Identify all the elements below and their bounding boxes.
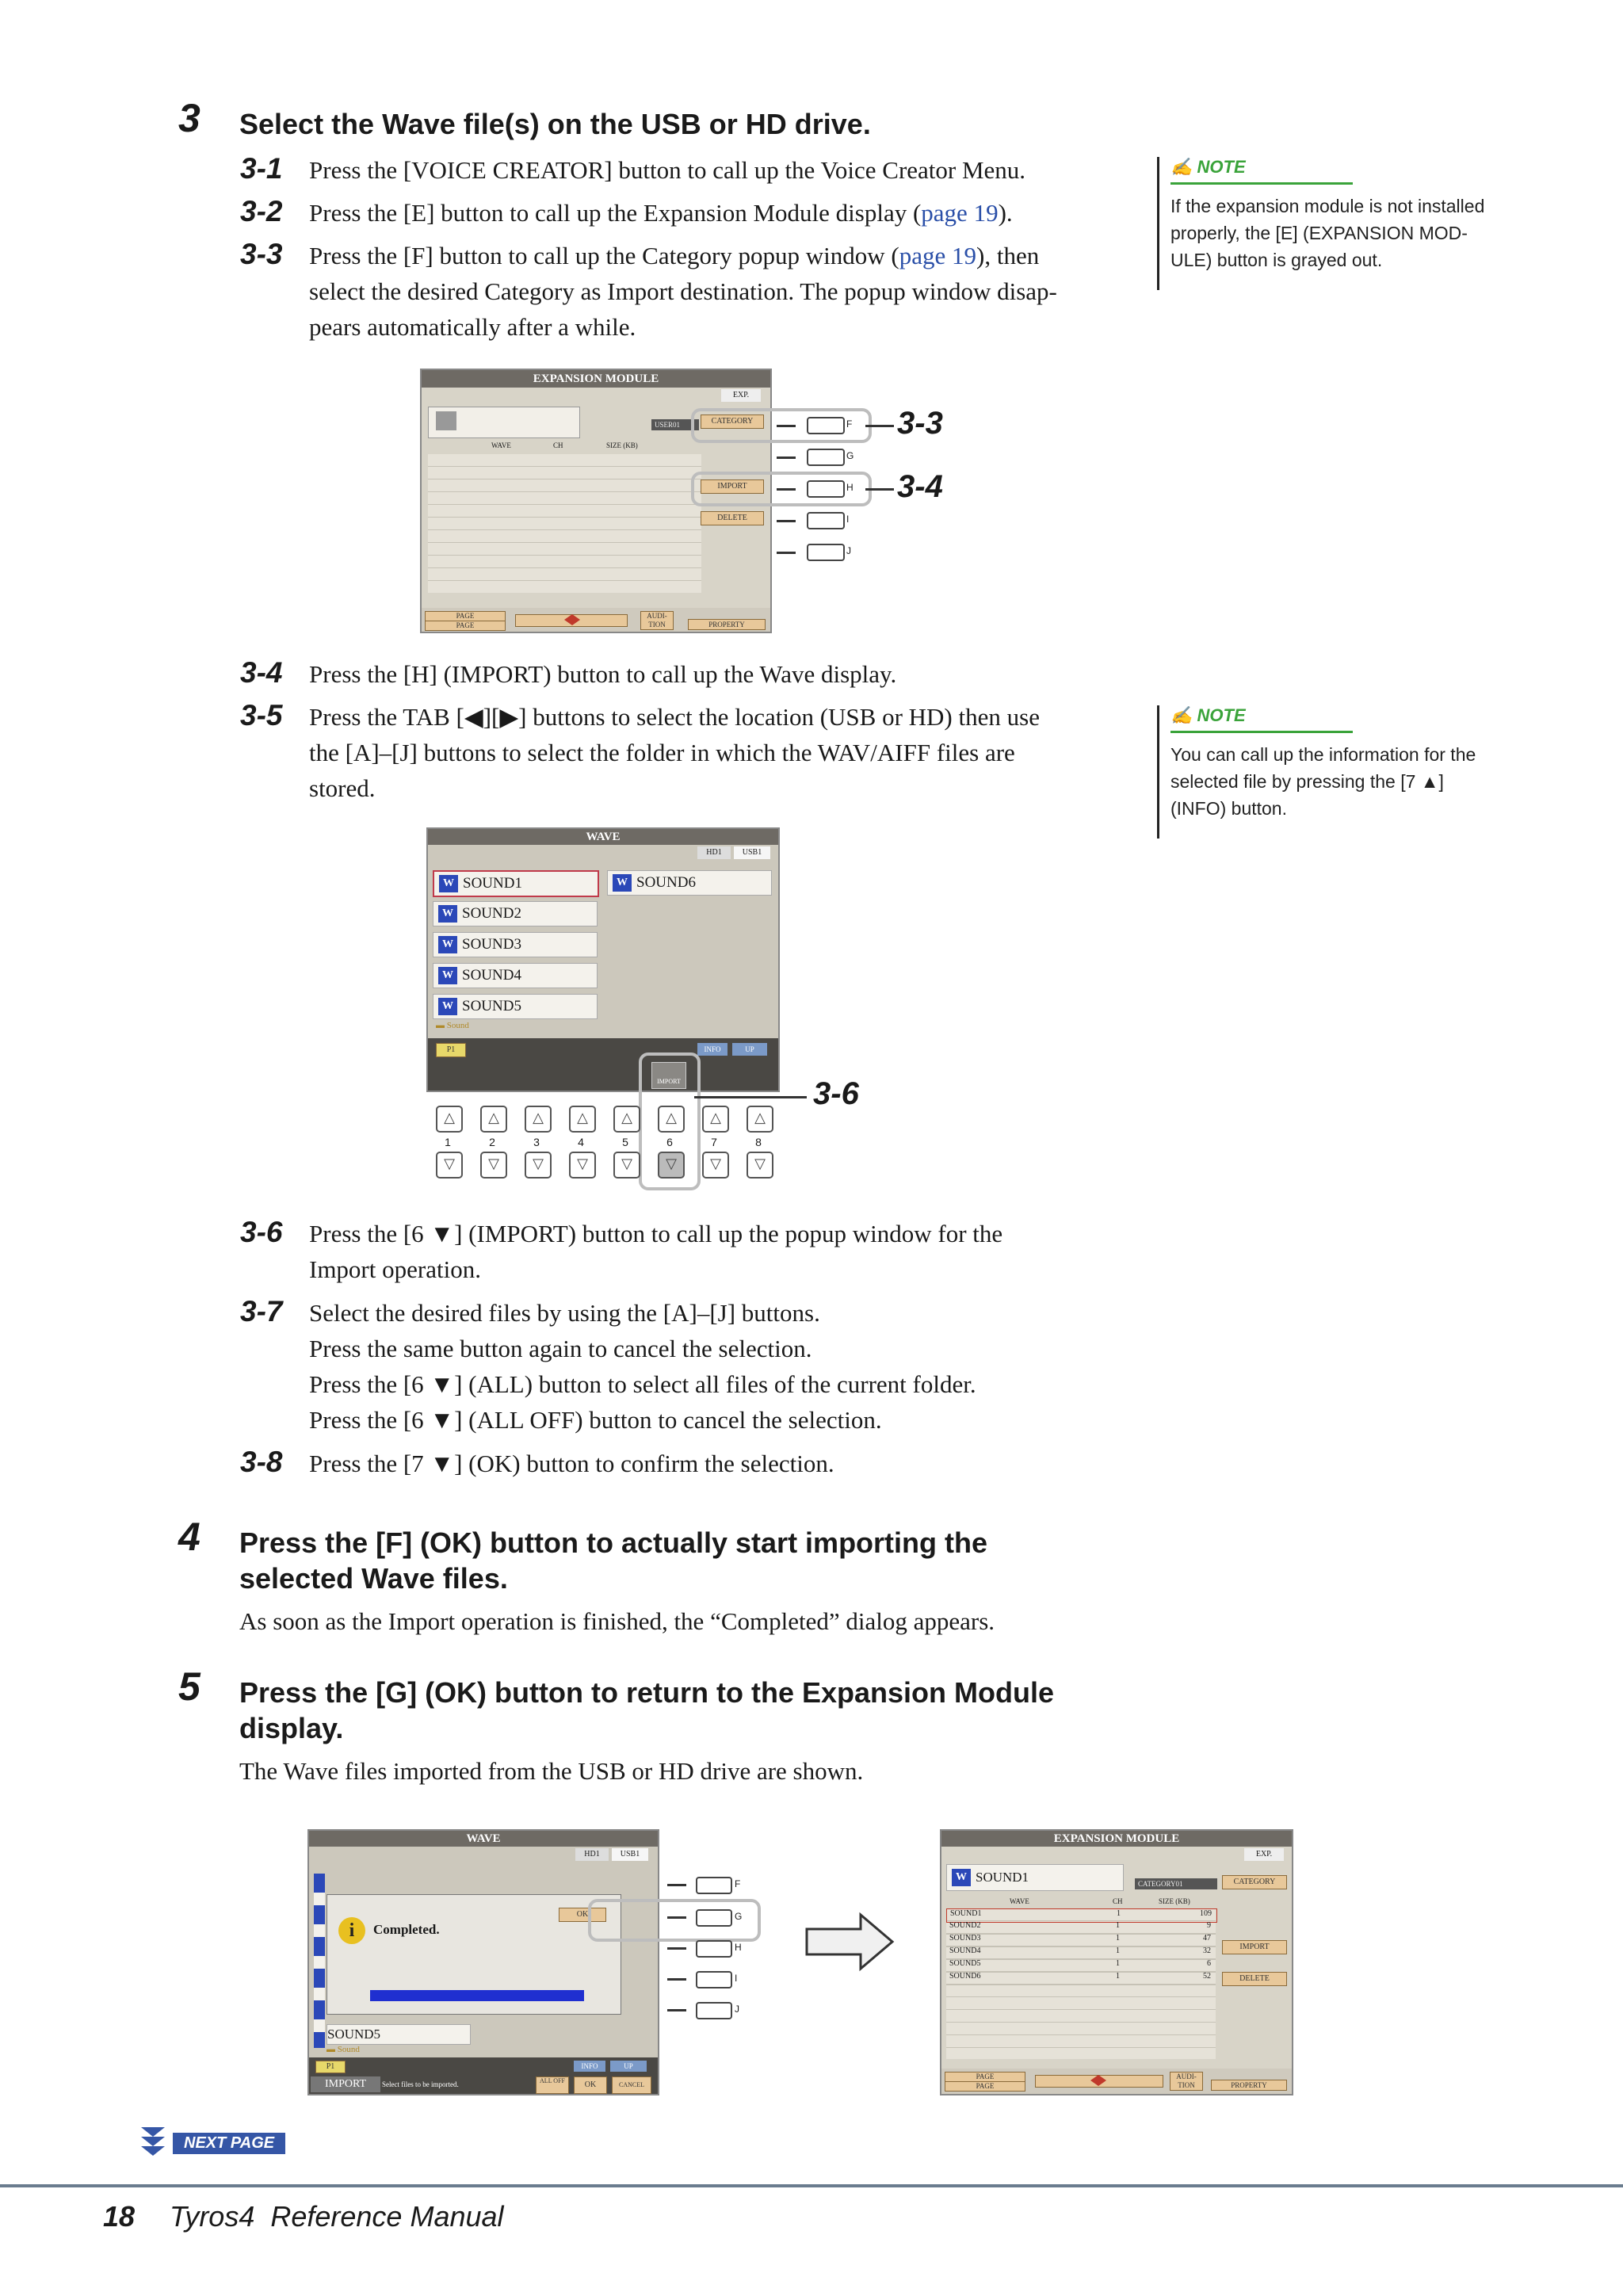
substep-text: Press the TAB [◀][▶] buttons to select the location (USB or HD) then use bbox=[309, 703, 1040, 731]
scroll-up-icon bbox=[564, 614, 580, 620]
step-title: Press the [F] (OK) button to actually start importing the bbox=[239, 1526, 988, 1559]
cancel-button[interactable]: CANCEL bbox=[612, 2076, 651, 2094]
import-soft-button[interactable]: IMPORT bbox=[651, 1062, 686, 1089]
note-rule bbox=[1170, 731, 1353, 733]
callout-line bbox=[694, 1096, 807, 1098]
hw-label: H bbox=[846, 482, 854, 493]
panel-number: 4 bbox=[578, 1136, 584, 1148]
panel-down-button[interactable]: ▽ bbox=[525, 1152, 552, 1179]
panel-down-button[interactable]: ▽ bbox=[702, 1152, 729, 1179]
leader-line bbox=[667, 1978, 686, 1981]
page-button[interactable]: PAGE bbox=[945, 2081, 1025, 2092]
substep-number: 3-8 bbox=[240, 1446, 283, 1478]
col-wave: WAVE bbox=[1010, 1897, 1029, 1905]
hw-label: G bbox=[846, 450, 854, 461]
note-heading: ✍ NOTE bbox=[1170, 705, 1246, 725]
chevron-down-icon bbox=[139, 2126, 166, 2160]
screen-bottom-bar bbox=[428, 1038, 778, 1091]
substep-text: Press the [7 ▼] (OK) button to confirm the selection. bbox=[309, 1450, 834, 1477]
hardware-button-j[interactable] bbox=[807, 544, 845, 561]
wave-file-icon: W bbox=[613, 874, 632, 892]
file-item[interactable]: W SOUND2 bbox=[433, 901, 598, 926]
tab-hd1[interactable]: HD1 bbox=[697, 846, 731, 859]
panel-up-button[interactable]: △ bbox=[480, 1106, 507, 1133]
user-label: USER01 bbox=[651, 419, 699, 430]
panel-number: 6 bbox=[666, 1136, 673, 1148]
hardware-button-h[interactable] bbox=[807, 480, 845, 498]
page-button[interactable]: PAGE bbox=[945, 2072, 1025, 2082]
table-row[interactable]: SOUND4 1 32 bbox=[946, 1946, 1216, 1960]
scroll-down-icon bbox=[1090, 2080, 1106, 2086]
substep-number: 3-4 bbox=[240, 656, 283, 689]
substep-text: Import operation. bbox=[309, 1255, 481, 1283]
info-button[interactable]: INFO bbox=[697, 1043, 727, 1056]
hardware-button-f[interactable] bbox=[696, 1877, 732, 1894]
import-button[interactable]: IMPORT bbox=[701, 479, 764, 494]
pencil-icon: ✍ bbox=[1170, 157, 1197, 177]
panel-number: 2 bbox=[489, 1136, 495, 1148]
panel-up-button[interactable]: △ bbox=[702, 1106, 729, 1133]
note-text: If the expansion module is not installed properly, the [E] (EXPANSION MOD-ULE) button is grayed out. bbox=[1170, 196, 1485, 270]
step-title: selected Wave files. bbox=[239, 1562, 508, 1595]
panel-up-button[interactable]: △ bbox=[436, 1106, 463, 1133]
col-wave: WAVE bbox=[491, 441, 511, 449]
module-name-box[interactable]: W SOUND1 bbox=[946, 1864, 1124, 1891]
hw-label: G bbox=[735, 1911, 743, 1922]
delete-button[interactable]: DELETE bbox=[1222, 1972, 1287, 1986]
table-row[interactable]: SOUND1 1 109 bbox=[946, 1908, 1217, 1923]
pencil-icon: ✍ bbox=[1170, 705, 1197, 725]
table-row[interactable]: SOUND2 1 9 bbox=[946, 1921, 1216, 1935]
delete-button[interactable]: DELETE bbox=[701, 511, 764, 525]
screen-title: EXPANSION MODULE bbox=[422, 370, 770, 388]
folder-icon: ▬ bbox=[327, 2045, 338, 2054]
leader-line bbox=[777, 552, 796, 554]
hw-label: I bbox=[846, 514, 850, 525]
col-ch: CH bbox=[1113, 1897, 1123, 1905]
file-icons-column bbox=[314, 1874, 325, 2048]
substep-text: pears automatically after a while. bbox=[309, 313, 636, 341]
substep-text: Press the [VOICE CREATOR] button to call up the Voice Creator Menu. bbox=[309, 156, 1026, 184]
substep-text: Select the desired files by using the [A]–[J] buttons. bbox=[309, 1299, 820, 1327]
hardware-button-g[interactable] bbox=[807, 449, 845, 466]
col-size: SIZE (KB) bbox=[606, 441, 638, 449]
wave-file-icon: W bbox=[438, 998, 457, 1015]
wave-completed-screen bbox=[307, 1829, 659, 2095]
audition-button[interactable]: AUDI-TION bbox=[640, 611, 674, 630]
callout-label: 3-3 bbox=[897, 406, 943, 441]
leader-line bbox=[777, 425, 796, 427]
callout-line bbox=[865, 425, 894, 427]
property-button[interactable]: PROPERTY bbox=[688, 619, 766, 630]
leader-line bbox=[777, 488, 796, 491]
manual-title: Tyros4 Reference Manual bbox=[170, 2200, 504, 2233]
screen-title: WAVE bbox=[428, 829, 778, 845]
page-button[interactable]: PAGE bbox=[425, 611, 506, 621]
wave-table bbox=[946, 1908, 1216, 2059]
dialog-ok-button[interactable]: OK bbox=[559, 1908, 606, 1922]
import-button[interactable]: IMPORT bbox=[1222, 1940, 1287, 1954]
panel-number: 3 bbox=[533, 1136, 540, 1148]
footer-rule bbox=[0, 2184, 1623, 2187]
up-button[interactable]: UP bbox=[610, 2061, 647, 2072]
panel-up-button[interactable]: △ bbox=[747, 1106, 773, 1133]
page-link[interactable]: page 19 bbox=[921, 199, 999, 227]
substep-text: Press the [6 ▼] (IMPORT) button to call up the popup window for the bbox=[309, 1220, 1003, 1247]
table-row[interactable]: SOUND6 1 52 bbox=[946, 1972, 1216, 1985]
audition-button[interactable]: AUDI-TION bbox=[1170, 2072, 1203, 2091]
page-p1-button[interactable]: P1 bbox=[315, 2061, 346, 2073]
wave-screen bbox=[426, 827, 780, 1092]
hardware-button-i[interactable] bbox=[696, 1971, 732, 1988]
import-label: IMPORT bbox=[311, 2076, 380, 2092]
substep-text: select the desired Category as Import destination. The popup window disap- bbox=[309, 277, 1057, 305]
callout-line bbox=[865, 488, 894, 491]
substep-number: 3-3 bbox=[240, 238, 283, 270]
panel-up-button[interactable]: △ bbox=[569, 1106, 596, 1133]
scroll-up-icon bbox=[1090, 2075, 1106, 2080]
folder-label[interactable]: ▬ Sound bbox=[436, 1021, 469, 1030]
file-item[interactable]: W SOUND4 bbox=[433, 963, 598, 988]
progress-bar bbox=[370, 1990, 584, 2001]
hardware-button-h[interactable] bbox=[696, 1940, 732, 1958]
panel-buttons bbox=[436, 1106, 777, 1181]
panel-down-button[interactable]: ▽ bbox=[613, 1152, 640, 1179]
wave-table[interactable] bbox=[428, 454, 701, 593]
hw-label: J bbox=[846, 545, 851, 556]
leader-line bbox=[667, 1947, 686, 1950]
substep-text: Press the [F] button to call up the Category popup window (page 19), then bbox=[309, 242, 1040, 269]
substep-text: Press the same button again to cancel the selection. bbox=[309, 1335, 812, 1362]
note-box bbox=[1157, 157, 1503, 290]
hardware-button-g[interactable] bbox=[696, 1909, 732, 1927]
info-icon: i bbox=[338, 1917, 365, 1944]
hardware-button-i[interactable] bbox=[807, 512, 845, 529]
note-rule bbox=[1170, 182, 1353, 185]
file-item[interactable]: W SOUND6 bbox=[607, 870, 772, 896]
folder-icon: ▬ bbox=[436, 1021, 447, 1030]
page-link[interactable]: page 19 bbox=[899, 242, 977, 269]
substep-text: stored. bbox=[309, 774, 376, 802]
property-button[interactable]: PROPERTY bbox=[1211, 2080, 1287, 2091]
substep-number: 3-2 bbox=[240, 195, 283, 227]
tab-hd1[interactable]: HD1 bbox=[575, 1848, 609, 1861]
step-title: display. bbox=[239, 1712, 344, 1744]
expansion-module-result-screen bbox=[940, 1829, 1293, 2095]
leader-line bbox=[667, 2009, 686, 2011]
screen-bottom-bar bbox=[941, 2069, 1292, 2094]
panel-down-button[interactable]: ▽ bbox=[747, 1152, 773, 1179]
table-header bbox=[428, 441, 705, 454]
substep-text: Press the [H] (IMPORT) button to call up the Wave display. bbox=[309, 660, 897, 688]
screen-title: WAVE bbox=[309, 1831, 658, 1847]
dialog-message: Completed. bbox=[373, 1922, 440, 1937]
note-text: You can call up the information for the selected file by pressing the [7 ▲] (INFO) button. bbox=[1170, 744, 1476, 819]
screen-title: EXPANSION MODULE bbox=[941, 1831, 1292, 1847]
file-item[interactable]: SOUND5 bbox=[327, 2024, 471, 2045]
category-label: CATEGORY01 bbox=[1135, 1878, 1217, 1889]
panel-number: 1 bbox=[445, 1136, 451, 1148]
substep-number: 3-6 bbox=[240, 1216, 283, 1248]
next-page-label: NEXT PAGE bbox=[173, 2133, 285, 2154]
substep-text: Press the [6 ▼] (ALL OFF) button to cancel the selection. bbox=[309, 1406, 882, 1434]
file-item[interactable]: W SOUND3 bbox=[433, 932, 598, 957]
step-number: 4 bbox=[178, 1515, 200, 1559]
hw-label: I bbox=[735, 1973, 738, 1984]
step-number: 3 bbox=[178, 96, 200, 140]
hw-label: F bbox=[846, 418, 853, 430]
tab-usb1[interactable]: USB1 bbox=[612, 1848, 648, 1861]
all-off-button[interactable]: ALL OFF bbox=[536, 2076, 569, 2094]
page-p1-button[interactable]: P1 bbox=[436, 1043, 466, 1057]
panel-down-button[interactable]: ▽ bbox=[569, 1152, 596, 1179]
hardware-button-f[interactable] bbox=[807, 417, 845, 434]
panel-up-button[interactable]: △ bbox=[613, 1106, 640, 1133]
col-size: SIZE (KB) bbox=[1159, 1897, 1190, 1905]
module-icon bbox=[436, 411, 456, 430]
ok-button[interactable]: OK bbox=[574, 2076, 607, 2094]
wave-file-icon: W bbox=[952, 1869, 971, 1886]
category-button[interactable]: CATEGORY bbox=[1222, 1875, 1287, 1889]
up-button[interactable]: UP bbox=[732, 1043, 767, 1056]
hw-label: F bbox=[735, 1878, 741, 1889]
hw-label: J bbox=[735, 2004, 739, 2015]
substep-text: Press the [E] button to call up the Expansion Module display (page 19). bbox=[309, 199, 1013, 227]
panel-down-button[interactable]: ▽ bbox=[480, 1152, 507, 1179]
page-number: 18 bbox=[103, 2200, 136, 2233]
leader-line bbox=[777, 520, 796, 522]
next-page-indicator[interactable] bbox=[139, 2126, 285, 2160]
substep-number: 3-5 bbox=[240, 699, 283, 732]
leader-line bbox=[667, 1884, 686, 1886]
info-button[interactable]: INFO bbox=[574, 2061, 605, 2072]
panel-up-button[interactable]: △ bbox=[525, 1106, 552, 1133]
step-body: As soon as the Import operation is finished, the “Completed” dialog appears. bbox=[239, 1607, 995, 1635]
substep-text: Press the [6 ▼] (ALL) button to select all files of the current folder. bbox=[309, 1370, 976, 1398]
callout-label: 3-6 bbox=[813, 1076, 859, 1111]
col-ch: CH bbox=[553, 441, 563, 449]
category-button[interactable]: CATEGORY bbox=[701, 415, 764, 429]
tab-exp[interactable]: EXP. bbox=[721, 389, 761, 402]
wave-file-icon: W bbox=[438, 905, 457, 923]
step-title: Select the Wave file(s) on the USB or HD drive. bbox=[239, 108, 871, 140]
note-heading: ✍ NOTE bbox=[1170, 157, 1246, 177]
panel-down-button[interactable]: ▽ bbox=[658, 1152, 685, 1179]
step-body: The Wave files imported from the USB or HD drive are shown. bbox=[239, 1757, 864, 1785]
file-item[interactable]: W SOUND1 bbox=[433, 870, 599, 897]
screen-bottom-bar bbox=[309, 2057, 658, 2094]
hw-label: H bbox=[735, 1942, 742, 1953]
tab-usb1[interactable]: USB1 bbox=[734, 846, 770, 859]
hardware-button-j[interactable] bbox=[696, 2002, 732, 2019]
panel-number: 8 bbox=[755, 1136, 762, 1148]
arrow-right-icon bbox=[804, 1912, 897, 1972]
callout-label: 3-4 bbox=[897, 469, 943, 504]
table-row[interactable]: SOUND5 1 6 bbox=[946, 1959, 1216, 1973]
panel-number: 5 bbox=[622, 1136, 628, 1148]
folder-label[interactable]: ▬ Sound bbox=[327, 2045, 360, 2054]
step-number: 5 bbox=[178, 1664, 200, 1709]
tab-exp[interactable]: EXP. bbox=[1244, 1848, 1284, 1861]
wave-file-icon: W bbox=[438, 936, 457, 953]
scroll-down-icon bbox=[564, 620, 580, 625]
substep-number: 3-7 bbox=[240, 1295, 283, 1328]
table-row[interactable]: SOUND3 1 47 bbox=[946, 1934, 1216, 1947]
substep-text: the [A]–[J] buttons to select the folder in which the WAV/AIFF files are bbox=[309, 739, 1015, 766]
step-title: Press the [G] (OK) button to return to the Expansion Module bbox=[239, 1676, 1054, 1709]
leader-line bbox=[777, 457, 796, 459]
screen-bottom-bar bbox=[422, 608, 770, 632]
note-box bbox=[1157, 705, 1503, 839]
page-button[interactable]: PAGE bbox=[425, 621, 506, 631]
wave-file-icon: W bbox=[438, 967, 457, 984]
panel-up-button[interactable]: △ bbox=[658, 1106, 685, 1133]
table-header bbox=[946, 1897, 1216, 1908]
panel-down-button[interactable]: ▽ bbox=[436, 1152, 463, 1179]
file-item[interactable]: W SOUND5 bbox=[433, 994, 598, 1019]
substep-number: 3-1 bbox=[240, 152, 283, 185]
wave-file-icon: W bbox=[439, 875, 458, 892]
leader-line bbox=[667, 1916, 686, 1919]
status-text: Select files to be imported. bbox=[382, 2080, 459, 2088]
completed-dialog bbox=[327, 1894, 621, 2015]
panel-number: 7 bbox=[711, 1136, 717, 1148]
